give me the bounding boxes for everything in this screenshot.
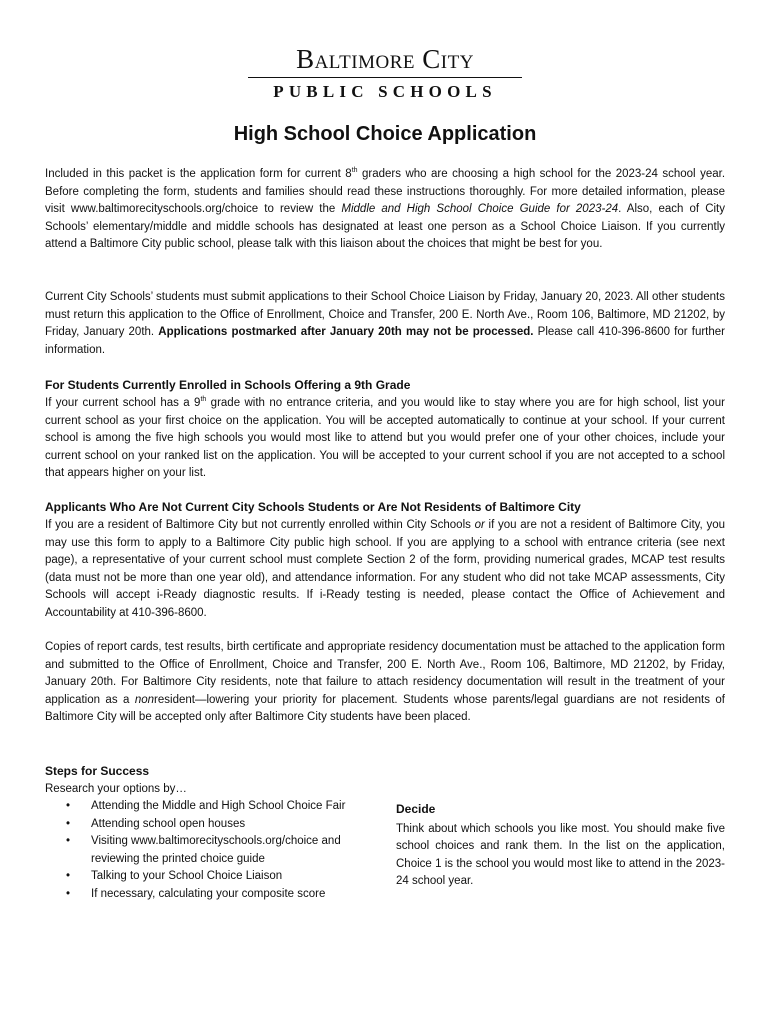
decide-text: Think about which schools you like most. You should make five school choices and rank them. In the list on the application, Choice 1 is the school you would most like to attend in the 2023-24 school year.: [396, 822, 725, 887]
section-9th-grade-text: If your current school has a 9th grade with no entrance criteria, and you would like to stay where you are for high school, list your current school as your first choice on the application. You will be accepted automatically to continue at your school. If your current school is among the five high schools you would most like to attend but you would prefer one of your other choices, include your current school on your ranked list on the application. You will be accepted to your current school if you are not accepted to a school that appears higher on your list.: [45, 396, 725, 479]
bullet-icon: •: [66, 800, 71, 812]
page-title: High School Choice Application: [233, 123, 537, 145]
intro-paragraph-2: Current City Schools’ students must submit applications to their School Choice Liaison by Friday, January 20, 2023. All other students must return this application to the Office of Enrollment, Choice and Transfer, 200 E. North Ave., Room 106, Baltimore, MD 21202, by Friday, January 20th. Applications postmarked after January 20th may not be processed. Please call 410-396-8600 for further information.: [45, 291, 726, 356]
steps-for-success: [45, 763, 385, 903]
steps-intro: Research your options by…: [45, 782, 187, 795]
bullet-icon: •: [66, 817, 71, 830]
list-item: • Attending school open houses: [91, 816, 385, 834]
bullet-icon: •: [66, 887, 71, 900]
list-item: • Attending the Middle and High School Choice Fair: [91, 798, 385, 816]
section-nonresident-paragraph-1: If you are a resident of Baltimore City but not currently enrolled within City Schools or if you are not a resident of Baltimore City, you may use this form to apply to a Baltimore City public high school. If you are applying to a school with entrance criteria (see next page), a representative of your current school must complete Section 2 of the form, providing numerical grades, MCAP test results (data must not be more than one year old), and attendance information. For any student who did not take MCAP assessments, City Schools will accept i-Ready diagnostic results. If i-Ready testing is needed, please contact the Office of Achievement and Accountability at 410-396-8600.: [45, 519, 725, 619]
list-item: • If necessary, calculating your composite score: [91, 886, 385, 904]
logo-top-line: Baltimore City: [296, 44, 474, 74]
steps-heading: Steps for Success: [45, 764, 150, 778]
intro-paragraph-1: Included in this packet is the application form for current 8th graders who are choosing a high school for the 2023-24 school year. Before completing the form, students and families should read these instructions thoroughly. For more detailed information, please visit www.baltimorecityschools.org/choice to review the Middle and High School Choice Guide for 2023-24. Also, each of City Schools’ elementary/middle and middle schools has designated at least one person as a School Choice Liaison. If you currently attend a Baltimore City public school, please talk with this liaison about the choices that might be best for you.: [45, 167, 726, 250]
list-item: • Visiting www.baltimorecityschools.org/choice and reviewing the printed choice guide: [66, 835, 341, 865]
section-heading-9th-grade: For Students Currently Enrolled in Schools Offering a 9th Grade: [45, 378, 411, 392]
bullet-icon: •: [66, 835, 71, 847]
logo-divider: [248, 77, 522, 78]
section-heading-nonresident: Applicants Who Are Not Current City Schools Students or Are Not Residents of Baltimore City: [45, 500, 581, 514]
logo-bottom-line: PUBLIC SCHOOLS: [273, 82, 497, 101]
steps-list: [45, 798, 385, 903]
decide-section: [396, 801, 725, 891]
district-logo: [246, 44, 524, 102]
bullet-icon: •: [66, 870, 71, 882]
list-item: • Talking to your School Choice Liaison: [91, 868, 385, 886]
section-nonresident-paragraph-2: Copies of report cards, test results, birth certificate and appropriate residency documentation must be attached to the application form and submitted to the Office of Enrollment, Choice and Transfer, 200 E. North Ave., Room 106, Baltimore, MD 21202, by Friday, January 20th. For Baltimore City residents, note that failure to attach residency documentation will result in the treatment of your application as a nonresident—lowering your priority for placement. Students whose parents/legal guardians are not residents of Baltimore City will be accepted only after Baltimore City students have been placed.: [45, 641, 725, 723]
decide-heading: Decide: [396, 802, 436, 816]
